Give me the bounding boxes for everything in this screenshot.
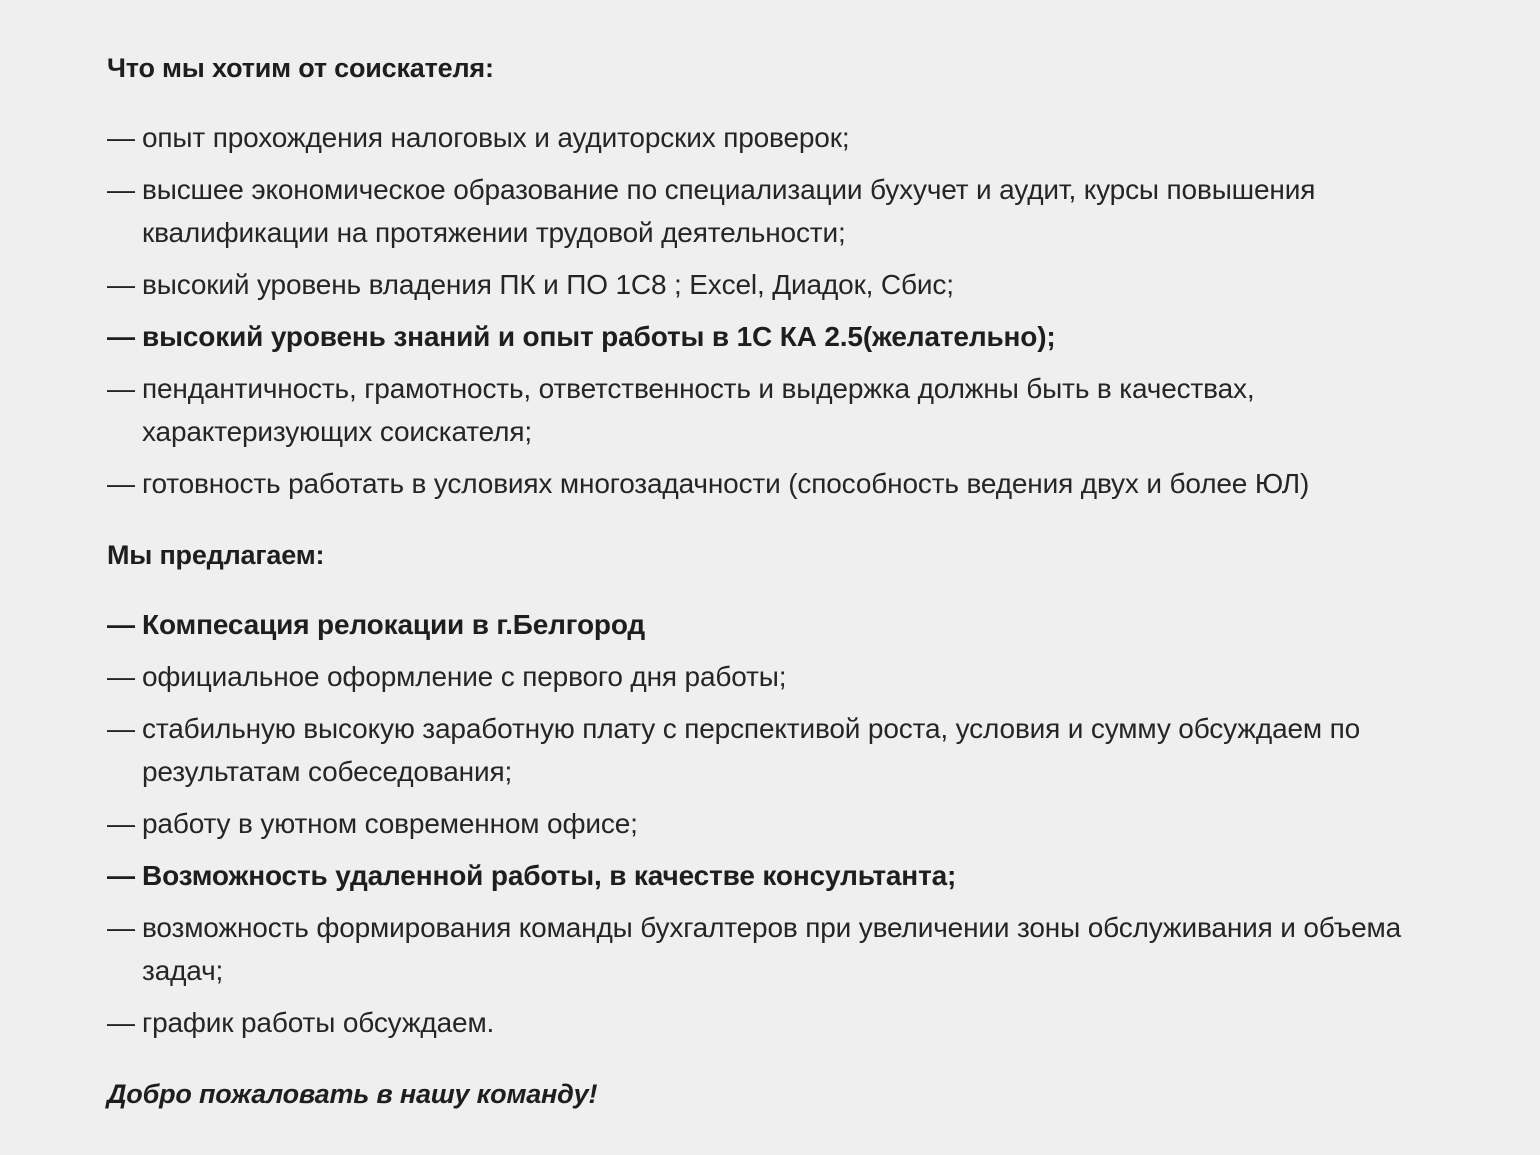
requirements-list bbox=[107, 116, 1540, 505]
offer-item-text: Возможность удаленной работы, в качестве консультанта; bbox=[142, 860, 957, 891]
list-dash: — bbox=[107, 661, 135, 692]
offer-item-text: график работы обсуждаем. bbox=[142, 1007, 495, 1038]
offer-title: Мы предлагаем: bbox=[107, 540, 325, 570]
offer-item-text: работу в уютном современном офисе; bbox=[142, 808, 638, 839]
list-dash: — bbox=[107, 912, 135, 943]
list-dash: — bbox=[107, 174, 135, 205]
offer-item-text: Компесация релокации в г.Белгород bbox=[142, 609, 646, 640]
requirement-item bbox=[107, 116, 1467, 159]
offer-list bbox=[107, 603, 1540, 1044]
requirement-item bbox=[107, 263, 1467, 306]
offer-item-text: возможность формирования команды бухгалтеров при увеличении зоны обслуживания и объема задач; bbox=[142, 912, 1402, 986]
list-dash: — bbox=[107, 860, 135, 891]
requirement-item-text: опыт прохождения налоговых и аудиторских проверок; bbox=[142, 122, 850, 153]
list-dash: — bbox=[107, 269, 135, 300]
requirements-title: Что мы хотим от соискателя: bbox=[107, 53, 494, 83]
requirement-item-text: высокий уровень знаний и опыт работы в 1С КА 2.5(желательно); bbox=[142, 321, 1056, 352]
requirement-item bbox=[107, 168, 1467, 254]
offer-item-text: стабильную высокую заработную плату с перспективой роста, условия и сумму обсуждаем по результатам собеседования; bbox=[142, 713, 1361, 787]
list-dash: — bbox=[107, 373, 135, 404]
list-dash: — bbox=[107, 122, 135, 153]
requirement-item bbox=[107, 315, 1467, 358]
offer-item bbox=[107, 1001, 1467, 1044]
offer-item bbox=[107, 655, 1467, 698]
list-dash: — bbox=[107, 321, 135, 352]
offer-item bbox=[107, 603, 1467, 646]
requirement-item bbox=[107, 462, 1467, 505]
offer-item bbox=[107, 906, 1467, 992]
list-dash: — bbox=[107, 1007, 135, 1038]
list-dash: — bbox=[107, 468, 135, 499]
offer-item-text: официальное оформление с первого дня работы; bbox=[142, 661, 787, 692]
offer-item bbox=[107, 854, 1467, 897]
list-dash: — bbox=[107, 713, 135, 744]
list-dash: — bbox=[107, 808, 135, 839]
requirement-item-text: готовность работать в условиях многозадачности (способность ведения двух и более ЮЛ) bbox=[142, 468, 1310, 499]
requirement-item-text: высшее экономическое образование по специализации бухучет и аудит, курсы повышения квалификации на протяжении трудовой деятельности; bbox=[142, 174, 1316, 248]
offer-item bbox=[107, 707, 1467, 793]
requirement-item-text: высокий уровень владения ПК и ПО 1С8 ; Excel, Диадок, Сбис; bbox=[142, 269, 954, 300]
offer-item bbox=[107, 802, 1467, 845]
requirement-item bbox=[107, 367, 1467, 453]
requirement-item-text: пендантичность, грамотность, ответственность и выдержка должны быть в качествах, характеризующих соискателя; bbox=[142, 373, 1255, 447]
list-dash: — bbox=[107, 609, 135, 640]
closing-text: Добро пожаловать в нашу команду! bbox=[107, 1079, 598, 1109]
